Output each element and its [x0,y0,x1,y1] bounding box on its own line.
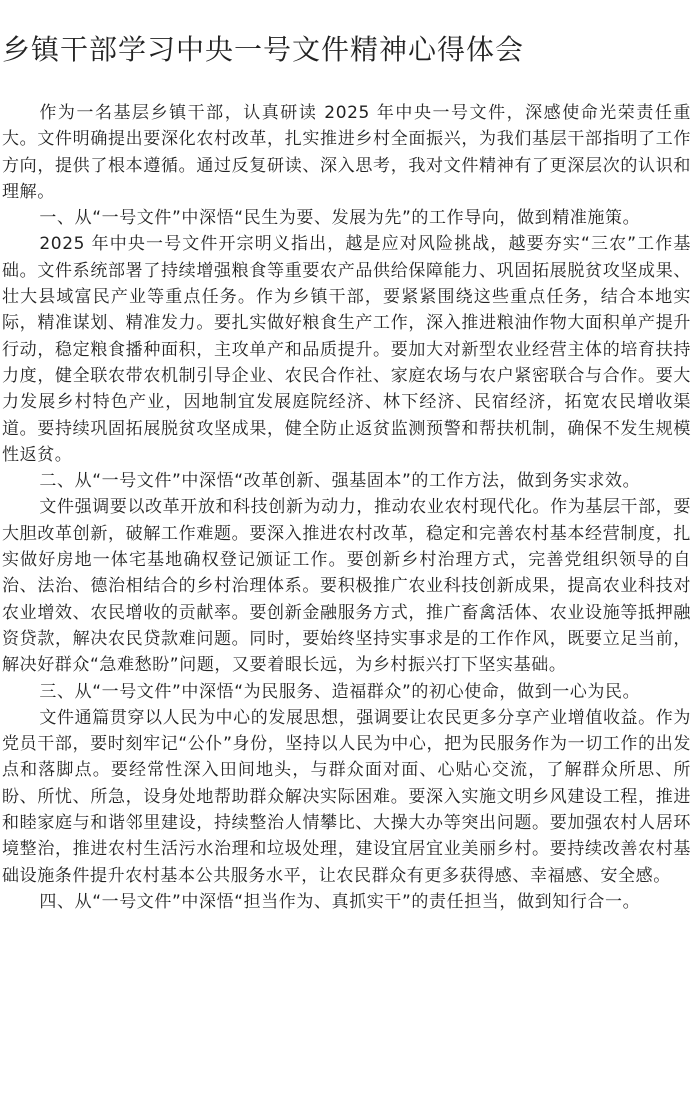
paragraph-section-3: 文件通篇贯穿以人民为中心的发展思想，强调要让农民更多分享产业增值收益。作为党员干部，要时刻牢记“公仆”身份，坚持以人民为中心，把为民服务作为一切工作的出发点和落脚点。要经常性深入田间地头，与群众面对面、心贴心交流，了解群众所思、所盼、所忧、所急，设身处地帮助群众解决实际困难。要深入实施文明乡风建设工程，推进和睦家庭与和谐邻里建设，持续整治人情攀比、大操大办等突出问题。要加强农村人居环境整治，推进农村生活污水治理和垃圾处理，建设宜居宜业美丽乡村。要持续改善农村基础设施条件提升农村基本公共服务水平，让农民群众有更多获得感、幸福感、安全感。 [2,707,691,886]
paragraph-section-1: 2025 年中央一号文件开宗明义指出，越是应对风险挑战，越要夯实“三农”工作基础。文件系统部署了持续增强粮食等重要农产品供给保障能力、巩固拓展脱贫攻坚成果、壮大县域富民产业等重点任务。作为乡镇干部，要紧紧围绕这些重点任务，结合本地实际，精准谋划、精准发力。要扎实做好粮食生产工作，深入推进粮油作物大面积单产提升行动，稳定粮食播种面积，主攻单产和品质提升。要加大对新型农业经营主体的培育扶持力度，健全联农带农机制引导企业、农民合作社、家庭农场与农户紧密联合与合作。要大力发展乡村特色产业，因地制宜发展庭院经济、林下经济、民宿经济，拓宽农民增收渠道。要持续巩固拓展脱贫攻坚成果，健全防止返贫监测预警和帮扶机制，确保不发生规模性返贫。 [2,234,691,465]
section-heading-2: 二、从“一号文件”中深悟“改革创新、强基固本”的工作方法，做到务实求效。 [39,471,641,492]
section-heading-1: 一、从“一号文件”中深悟“民生为要、发展为先”的工作导向，做到精准施策。 [39,208,641,229]
article [2,30,691,915]
page-title: 乡镇干部学习中央一号文件精神心得体会 [2,33,525,66]
paragraph-intro: 作为一名基层乡镇干部，认真研读 2025 年中央一号文件，深感使命光荣责任重大。文件明确提出要深化农村改革，扎实推进乡村全面振兴，为我们基层干部指明了工作方向，提供了根本遵循。通过反复研读、深入思考，我对文件精神有了更深层次的认识和理解。 [2,103,691,202]
section-heading-3: 三、从“一号文件”中深悟“为民服务、造福群众”的初心使命，做到一心为民。 [39,681,641,702]
paragraph-section-2: 文件强调要以改革开放和科技创新为动力，推动农业农村现代化。作为基层干部，要大胆改革创新，破解工作难题。要深入推进农村改革，稳定和完善农村基本经营制度，扎实做好房地一体宅基地确权登记颁证工作。要创新乡村治理方式，完善党组织领导的自治、法治、德治相结合的乡村治理体系。要积极推广农业科技创新成果，提高农业科技对农业增效、农民增收的贡献率。要创新金融服务方式，推广畜禽活体、农业设施等抵押融资贷款，解决农民贷款难问题。同时，要始终坚持实事求是的工作作风，既要立足当前，解决好群众“急难愁盼”问题，又要着眼长远，为乡村振兴打下坚实基础。 [2,497,691,676]
section-heading-4: 四、从“一号文件”中深悟“担当作为、真抓实干”的责任担当，做到知行合一。 [39,891,641,912]
